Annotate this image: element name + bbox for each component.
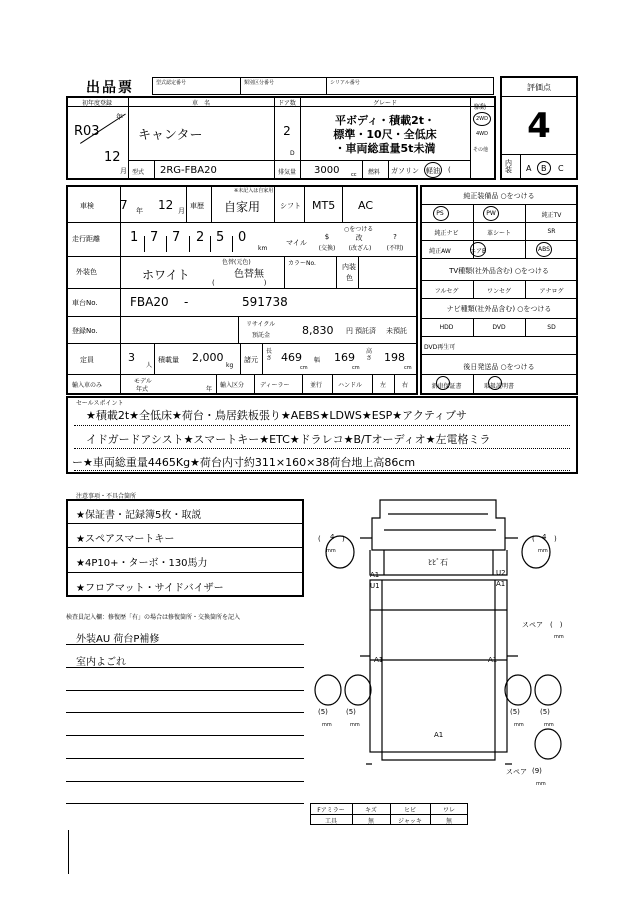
shaken-year-unit: 年 xyxy=(136,207,143,215)
tire-fr-close: ) xyxy=(554,535,557,543)
import-label: 輸入車のみ xyxy=(72,382,103,389)
drive-2wd: 2WD xyxy=(476,116,488,122)
fuel-gasoline: ガソリン xyxy=(391,167,419,175)
equip-pw: PW xyxy=(486,210,496,217)
score-value: 4 xyxy=(527,106,551,146)
dealer-option: ディーラー xyxy=(260,382,290,389)
equip-aw: 純正AW xyxy=(429,248,451,255)
inspector-title: 検査員記入欄：修復歴「有」の場合は修復箇所・交換箇所を記入 xyxy=(66,614,241,621)
spare-label-2: スペア xyxy=(506,768,527,776)
chassis-prefix: FBA20 xyxy=(130,295,169,309)
recycle-unpaid: 未預託 xyxy=(386,327,407,335)
door-count: 2 xyxy=(283,124,291,138)
tire-rl1-box: (5) xyxy=(318,708,328,716)
navi-dvd: DVD xyxy=(492,324,506,331)
legend-v4: 無 xyxy=(445,818,452,825)
tire-rr1-box: (5) xyxy=(510,708,520,716)
drive-other: その他 xyxy=(473,147,489,153)
mile-option: マイル xyxy=(286,239,307,247)
legend-h2: キズ xyxy=(365,807,377,814)
usage-note: ※未記入は自家用 xyxy=(234,188,274,194)
first-reg-era: R03 xyxy=(74,124,100,139)
shaken-month-unit: 月 xyxy=(178,207,185,215)
legend-v2: 無 xyxy=(367,818,374,825)
height-label: 高さ xyxy=(366,348,373,362)
notes-title: 注意事項・不具合箇所 xyxy=(76,493,137,500)
equip-ps: PS xyxy=(436,210,444,217)
odometer-label: 走行距離 xyxy=(72,235,100,243)
shaken-month: 12 xyxy=(158,198,174,212)
equip-airbag: エアB xyxy=(469,248,487,255)
damage-u2: U2 xyxy=(496,569,506,577)
equipment-title: 純正装備品 ○をつける xyxy=(463,192,535,200)
odo-note: ○をつける xyxy=(344,226,374,233)
spare-label-1: スペア xyxy=(522,621,543,629)
tamper-option: 改 xyxy=(355,234,363,242)
grade-line-2: 標準・10尺・全低床 xyxy=(333,128,437,141)
odo-digit-4: 2 xyxy=(196,230,205,245)
swap-option: $ xyxy=(324,233,330,241)
interior-b: B xyxy=(541,164,547,173)
spare-1-box: ( ) xyxy=(550,621,563,629)
year-unit: 年 xyxy=(116,113,123,121)
dvd-play: DVD再生可 xyxy=(424,344,456,351)
inspector-note-2: 室内よごれ xyxy=(76,657,126,668)
interior-label: 内装 xyxy=(505,159,512,174)
length-unit: cm xyxy=(300,365,308,371)
yen-unit: 円 xyxy=(346,327,353,335)
recycle-label-2: 預託金 xyxy=(252,332,271,339)
legend-v1: 工具 xyxy=(324,818,337,825)
damage-a1-rear: A1 xyxy=(434,731,444,739)
capacity-unit: 人 xyxy=(146,362,153,369)
fuel-diesel: 軽油 xyxy=(426,167,440,175)
displacement: 3000 xyxy=(314,165,340,176)
tire-rr1-mm: mm xyxy=(514,722,524,728)
door-unit: D xyxy=(290,150,295,157)
recycle-label-1: リサイクル xyxy=(246,321,276,328)
cc-unit: cc xyxy=(351,172,357,178)
first-reg-month: 12 xyxy=(104,150,121,165)
damage-a1-bed-left: A1 xyxy=(374,656,384,664)
tire-rr2-box: (5) xyxy=(540,708,550,716)
tire-fr-open: ( xyxy=(532,535,535,543)
chassis-label: 車台No. xyxy=(72,299,98,307)
month-unit: 月 xyxy=(120,167,127,175)
tire-fl-close: ) xyxy=(342,535,345,543)
type-cert-label: 型式認定番号 xyxy=(156,80,187,86)
fuel-label: 燃料 xyxy=(368,169,381,176)
inspector-note-1: 外装AU 荷台P補修 xyxy=(76,634,160,645)
handle-label: ハンドル xyxy=(338,382,363,389)
interior-color-label-2: 色 xyxy=(346,274,353,282)
legend-v3: ジャッキ xyxy=(398,818,422,825)
tire-fl-open: ( xyxy=(318,535,321,543)
color-change: 色替無 xyxy=(234,269,264,280)
equip-abs: ABS xyxy=(538,246,550,253)
right-option: 右 xyxy=(402,382,409,389)
model-year-unit: 年 xyxy=(206,386,213,393)
chassis-number: 591738 xyxy=(242,295,288,309)
exterior-color-label: 外装色 xyxy=(76,268,97,276)
tire-fr-mm: mm xyxy=(538,548,548,554)
shaken-label: 車検 xyxy=(80,202,94,210)
vehicle-detail-block xyxy=(66,185,418,395)
km-unit: km xyxy=(258,245,268,252)
navi-hdd: HDD xyxy=(439,324,454,331)
selling-line-3: ー★車両総重量4465Kg★荷台内寸約311×160×38荷台地上高86cm xyxy=(72,456,416,469)
tire-fl: 4 xyxy=(330,533,335,541)
tv-title: TV種類(社外品含む) ○をつける xyxy=(449,267,549,275)
height-unit: cm xyxy=(404,365,412,371)
fuel-other: ( xyxy=(448,166,451,174)
selling-title: セールスポイント xyxy=(76,400,124,407)
color-change-paren: ( ) xyxy=(212,279,267,287)
odo-digit-5: 5 xyxy=(216,230,225,245)
tire-rl2-mm: mm xyxy=(350,722,360,728)
spare-2-box: (9) xyxy=(532,767,542,775)
damage-a1-bed-right: A1 xyxy=(488,656,498,664)
load: 2,000 xyxy=(192,351,224,364)
odo-digit-3: 7 xyxy=(172,230,181,245)
drive-label: 駆動 xyxy=(474,104,487,111)
usage: 自家用 xyxy=(224,200,261,214)
shift: MT5 xyxy=(312,199,336,212)
color-no-label: カラーNo. xyxy=(288,260,316,267)
grade-line-1: 平ボディ・積載2t・ xyxy=(334,114,436,127)
drive-4wd: 4WD xyxy=(476,131,488,137)
damage-u1: U1 xyxy=(370,582,380,590)
width-label: 幅 xyxy=(314,357,321,364)
tv-analog: アナログ xyxy=(539,288,564,295)
interior-a: A xyxy=(526,164,532,173)
recycle-paid: 預託済 xyxy=(355,327,376,335)
color-change-label: 色替(元色) xyxy=(222,259,251,266)
left-option: 左 xyxy=(380,382,387,389)
chassis-dash: - xyxy=(184,295,189,309)
width-unit: cm xyxy=(352,365,360,371)
odo-digit-1: 1 xyxy=(130,230,139,245)
first-reg-header: 初年度登録 xyxy=(81,100,112,107)
tv-oneseg: ワンセグ xyxy=(486,288,511,295)
equip-tv: 純正TV xyxy=(541,212,562,219)
serial-label: シリアル番号 xyxy=(330,80,360,86)
doc-title: 後日発送品 ○をつける xyxy=(463,363,535,371)
dimensions-label: 諸元 xyxy=(244,356,258,364)
interior-c: C xyxy=(558,164,564,173)
category-label: 類別区分番号 xyxy=(244,80,275,86)
equip-sr: SR xyxy=(547,228,556,235)
load-unit: kg xyxy=(226,362,234,369)
note-3: ★4P10+・ターボ・130馬力 xyxy=(76,558,208,569)
height: 198 xyxy=(384,351,405,364)
damage-a1-right: A1 xyxy=(496,580,506,588)
odo-digit-6: 0 xyxy=(238,230,247,245)
width: 169 xyxy=(334,351,355,364)
selling-line-1: ★積載2t★全低床★荷台・鳥居鉄板張り★AEBS★LDWS★ESP★アクティブサ xyxy=(86,409,467,422)
header-id-box xyxy=(152,77,494,95)
capacity: 3 xyxy=(128,351,135,364)
interior-color-label: 内装 xyxy=(342,263,356,271)
shift-label: シフト xyxy=(280,202,301,210)
form-title: 出品票 xyxy=(86,80,134,96)
swap-option-label: (交換) xyxy=(318,245,336,252)
displacement-label: 排気量 xyxy=(278,169,297,176)
length: 469 xyxy=(281,351,302,364)
damage-a1-left: A1 xyxy=(370,571,380,579)
odo-digit-2: 7 xyxy=(150,230,159,245)
doc-manual: 取扱説明書 xyxy=(483,383,514,390)
doc-warranty: 新車保証書 xyxy=(431,383,462,390)
door-header: ドア数 xyxy=(278,100,296,107)
tire-fr: 4 xyxy=(542,533,547,541)
registration-label: 登録No. xyxy=(72,327,98,335)
usage-label: 車歴 xyxy=(190,202,204,210)
unknown-option-label: (不明) xyxy=(386,245,404,252)
equip-leather: 革シート xyxy=(486,230,511,237)
spare-1-mm: mm xyxy=(554,634,564,640)
tire-rl2-box: (5) xyxy=(346,708,356,716)
legend-h3: ヒビ xyxy=(403,807,416,814)
ac: AC xyxy=(358,199,374,212)
grade-header: グレード xyxy=(372,100,397,107)
length-label: 長さ xyxy=(266,348,273,362)
legend-h1: Fアミラー xyxy=(317,807,345,814)
parallel-option: 並行 xyxy=(310,382,323,389)
recycle-amount: 8,830 xyxy=(302,324,334,337)
grade-line-3: ・車両総重量5t未満 xyxy=(334,142,436,155)
navi-title: ナビ種類(社外品含む) ○をつける xyxy=(446,305,552,313)
load-label: 積載量 xyxy=(158,356,179,364)
tv-fullseg: フルセグ xyxy=(434,288,459,295)
note-2: ★スペアスマートキー xyxy=(76,534,175,545)
equip-navi: 純正ナビ xyxy=(434,230,459,237)
note-1: ★保証書・記録簿5枚・取説 xyxy=(76,510,202,521)
model-code: 2RG-FBA20 xyxy=(160,165,217,176)
spare-2-mm: mm xyxy=(536,781,546,787)
car-name: キャンター xyxy=(138,128,203,143)
navi-sd: SD xyxy=(547,324,556,331)
legend-h4: ワレ xyxy=(442,807,455,814)
model-label: 型式 xyxy=(132,169,145,176)
model-year-label-2: 年式 xyxy=(136,386,149,393)
tire-rr2-mm: mm xyxy=(544,722,554,728)
shaken-year: 7 xyxy=(120,198,128,212)
model-year-label: モデル xyxy=(134,378,152,385)
selling-line-2: イドガードアシスト★スマートキー★ETC★ドラレコ★B/Tオーディオ★左電格ミラ xyxy=(86,433,491,446)
import-type-label: 輸入区分 xyxy=(220,382,245,389)
capacity-label: 定員 xyxy=(80,356,94,364)
tire-fl-mm: mm xyxy=(326,548,336,554)
exterior-color: ホワイト xyxy=(142,268,190,282)
tire-rl1-mm: mm xyxy=(322,722,332,728)
tamper-option-label: (改ざん) xyxy=(348,245,372,252)
car-name-header: 車 名 xyxy=(191,100,210,107)
score-label: 評価点 xyxy=(527,83,551,92)
note-4: ★フロアマット・サイドバイザー xyxy=(76,583,224,594)
unknown-option: ? xyxy=(393,233,397,241)
damage-hibi: ﾋﾋﾞ石 xyxy=(428,558,448,567)
